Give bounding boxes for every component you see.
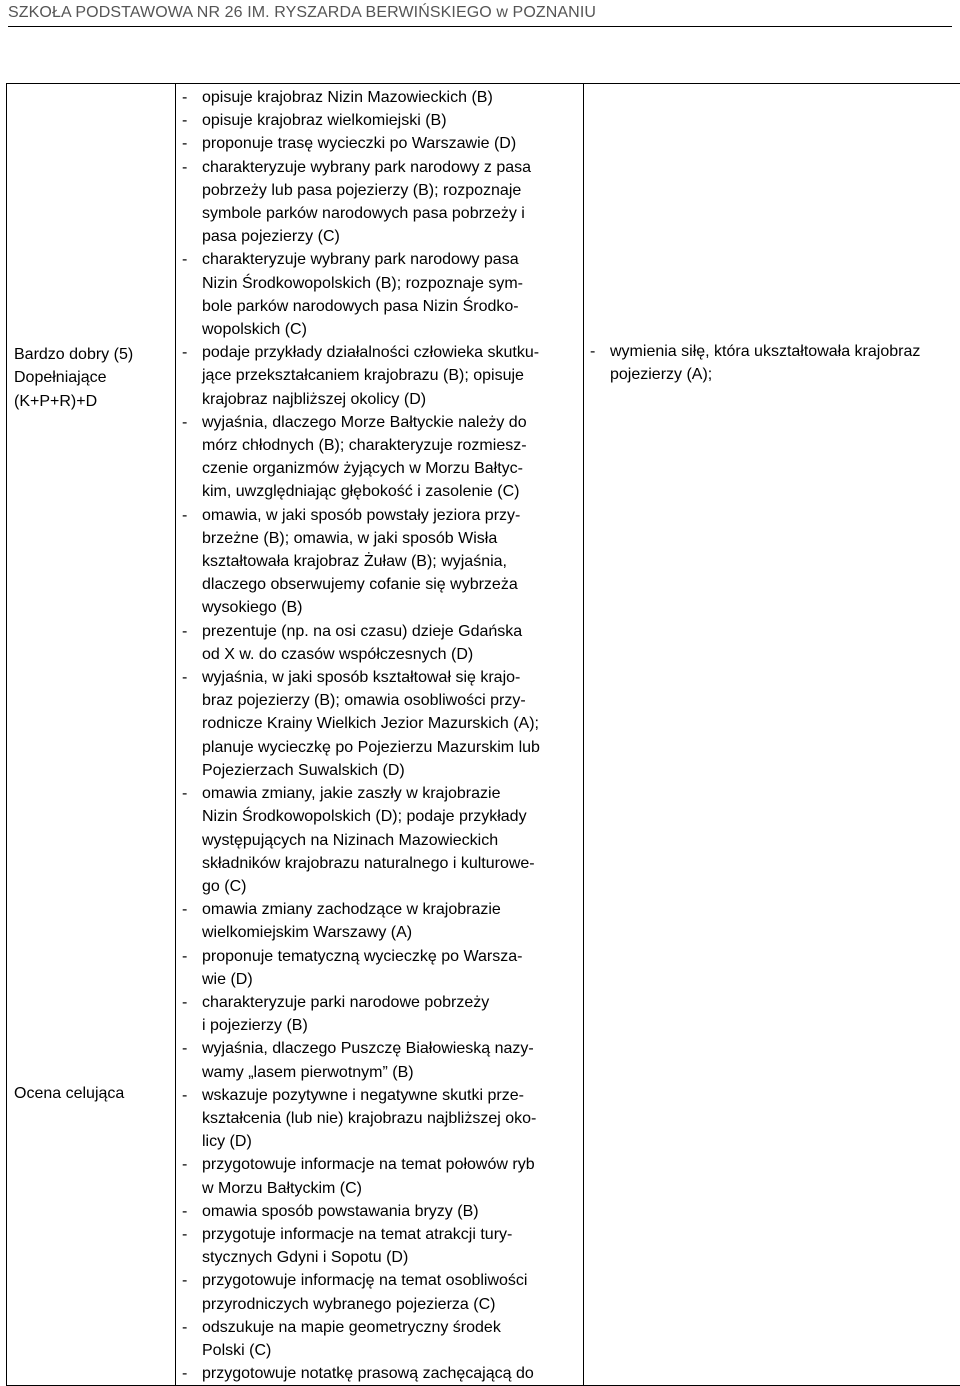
dash-bullet: - (182, 251, 188, 269)
table-row (7, 84, 960, 1386)
dash-bullet: - (182, 1318, 188, 1336)
dash-bullet: - (182, 1086, 188, 1104)
list-item-text: omawia zmiany zachodzące w krajobrazie (202, 901, 501, 919)
dash-bullet: - (182, 901, 188, 919)
list-item-text: charakteryzuje wybrany park narodowy pasa (202, 251, 519, 269)
dash-bullet: - (182, 669, 188, 687)
list-item (182, 666, 579, 782)
list-item-text: składników krajobrazu naturalnego i kulturowe- (202, 854, 535, 872)
list-item-text: w Morzu Bałtyckim (C) (202, 1179, 363, 1197)
list-item-text: krajobraz najbliższej okolicy (D) (202, 390, 427, 408)
list-item (182, 504, 579, 620)
dash-bullet: - (182, 785, 188, 803)
list-item (182, 782, 579, 898)
list-item-text: odszukuje na mapie geometryczny środek (202, 1318, 501, 1336)
dash-bullet: - (182, 89, 188, 106)
list-item (182, 1362, 579, 1385)
dash-bullet: - (182, 506, 188, 524)
list-item-text: pasa pojezierzy (C) (202, 228, 340, 246)
list-item-text: proponuje trasę wycieczki po Warszawie (D) (202, 135, 517, 153)
list-item-text: przygotuje informacje na temat atrakcji tury- (202, 1225, 513, 1243)
list-item-text: wyjaśnia, dlaczego Morze Bałtyckie należy do (202, 413, 527, 431)
requirements-column (176, 84, 584, 1386)
list-item-text: występujących na Nizinach Mazowieckich (202, 831, 499, 849)
list-item (182, 1153, 579, 1199)
dash-bullet: - (182, 1202, 188, 1220)
dash-bullet: - (182, 158, 188, 176)
list-item-text: charakteryzuje wybrany park narodowy z pasa (202, 158, 532, 176)
list-item-text: podaje przykłady działalności człowieka skutku- (202, 344, 540, 362)
list-item (182, 1037, 579, 1083)
list-item-text: opisuje krajobraz Nizin Mazowieckich (B) (202, 89, 493, 106)
dash-bullet: - (182, 1365, 188, 1383)
list-item-text: Polski (C) (202, 1341, 272, 1359)
list-item-text: charakteryzuje parki narodowe pobrzeży (202, 993, 490, 1011)
grade-excellent (14, 1082, 172, 1105)
list-item-text: bole parków narodowych pasa Nizin Środko- (202, 297, 519, 315)
list-item (182, 620, 579, 666)
list-item-text: stycznych Gdyni i Sopotu (D) (202, 1249, 409, 1267)
list-item-text: wamy „lasem pierwotnym” (B) (202, 1063, 414, 1081)
list-item-text: przyrodniczych wybranego pojezierza (C) (202, 1295, 496, 1313)
list-item-text: kształcenia (lub nie) krajobrazu najbliższej oko- (202, 1109, 537, 1127)
grade-very-good (14, 343, 172, 413)
grade-label: Bardzo dobry (5) (14, 346, 134, 363)
list-item-text: od X w. do czasów współczesnych (D) (202, 645, 474, 663)
list-item-text: wskazuje pozytywne i negatywne skutki prze- (202, 1086, 524, 1104)
dash-bullet: - (590, 343, 596, 360)
dash-bullet: - (182, 1156, 188, 1174)
dash-bullet: - (182, 344, 188, 362)
list-item-text: dlaczego obserwujemy cofanie się wybrzeża (202, 576, 518, 594)
list-item (182, 86, 579, 109)
list-item-text: przygotowuje informację na temat osobliwości (202, 1272, 528, 1290)
list-item-text: wyjaśnia, dlaczego Puszczę Białowieską nazy- (202, 1040, 534, 1058)
list-item-text: omawia zmiany, jakie zaszły w krajobrazie (202, 785, 501, 803)
grade-column (7, 84, 176, 1386)
list-item-text: pobrzeży lub pasa pojezierzy (B); rozpoznaje (202, 181, 522, 199)
list-item (182, 1316, 579, 1362)
list-item-text: przygotowuje informacje na temat połowów ryb (202, 1156, 535, 1174)
list-item-text: licy (D) (202, 1133, 252, 1151)
list-item-text: brzeżne (B); omawia, w jaki sposób Wisła (202, 529, 498, 547)
dash-bullet: - (182, 622, 188, 640)
list-item-text: kształtowała krajobraz Żuław (B); wyjaśnia, (202, 553, 507, 571)
list-item-text: prezentuje (np. na osi czasu) dzieje Gdańska (202, 622, 523, 640)
dash-bullet: - (182, 413, 188, 431)
list-item-text: Nizin Środkowopolskich (B); rozpoznaje sym- (202, 274, 523, 292)
list-item-text: pojezierzy (A); (610, 366, 713, 384)
list-item-text: Nizin Środkowopolskich (D); podaje przykłady (202, 808, 527, 826)
dash-bullet: - (182, 1040, 188, 1058)
list-item (182, 109, 579, 132)
extra-requirements-column (584, 84, 960, 1386)
list-item-text: wyjaśnia, w jaki sposób kształtował się krajo- (202, 669, 521, 687)
list-item (590, 340, 956, 386)
list-item (182, 945, 579, 991)
dash-bullet: - (182, 135, 188, 153)
list-item-text: braz pojezierzy (B); omawia osobliwości przy- (202, 692, 526, 710)
list-item (182, 1084, 579, 1154)
dash-bullet: - (182, 947, 188, 965)
list-item-text: go (C) (202, 877, 247, 895)
requirements-list (176, 84, 583, 1385)
list-item-text: omawia, w jaki sposób powstały jeziora przy- (202, 506, 521, 524)
list-item-text: wysokiego (B) (202, 599, 303, 617)
list-item-text: planuje wycieczkę po Pojezierzu Mazurskim lub (202, 738, 540, 756)
list-item-text: mórz chłodnych (B); charakteryzuje rozmiesz- (202, 437, 527, 455)
list-item (182, 991, 579, 1037)
dash-bullet: - (182, 1225, 188, 1243)
list-item (182, 341, 579, 411)
list-item (182, 1269, 579, 1315)
list-item-text: Pojezierzach Suwalskich (D) (202, 761, 405, 779)
list-item (182, 1200, 579, 1223)
list-item-text: kim, uwzględniając głębokość i zasolenie (C) (202, 483, 520, 501)
list-item-text: wie (D) (202, 970, 253, 988)
list-item-text: wielkomiejskim Warszawy (A) (202, 924, 413, 942)
school-name: SZKOŁA PODSTAWOWA NR 26 IM. RYSZARDA BERWIŃSKIEGO w POZNANIU (8, 4, 597, 21)
list-item-text: czenie organizmów żyjących w Morzu Bałtyc- (202, 460, 523, 478)
extra-requirements-list (590, 340, 956, 386)
list-item (182, 411, 579, 504)
grade-label: (K+P+R)+D (14, 392, 98, 410)
list-item (182, 156, 579, 249)
page-header (8, 2, 952, 27)
list-item (182, 132, 579, 155)
dash-bullet: - (182, 1272, 188, 1290)
list-item-text: wopolskich (C) (202, 321, 307, 339)
list-item-text: proponuje tematyczną wycieczkę po Warsza- (202, 947, 523, 965)
list-item (182, 898, 579, 944)
list-item (182, 1223, 579, 1269)
list-item-text: przygotowuje notatkę prasową zachęcającą do (202, 1365, 534, 1383)
list-item-text: i pojezierzy (B) (202, 1017, 308, 1035)
requirements-table (6, 83, 960, 1386)
list-item (182, 248, 579, 341)
dash-bullet: - (182, 112, 188, 130)
grade-label: Ocena celująca (14, 1085, 125, 1102)
list-item-text: omawia sposób powstawania bryzy (B) (202, 1202, 479, 1220)
list-item-text: opisuje krajobraz wielkomiejski (B) (202, 112, 447, 130)
dash-bullet: - (182, 993, 188, 1011)
list-item-text: wymienia siłę, która ukształtowała krajobraz (610, 343, 921, 360)
list-item-text: rodnicze Krainy Wielkich Jezior Mazurskich (A); (202, 715, 539, 733)
list-item-text: symbole parków narodowych pasa pobrzeży i (202, 205, 525, 223)
grade-label: Dopełniające (14, 369, 107, 387)
list-item-text: jące przekształcaniem krajobrazu (B); opisuje (202, 367, 524, 385)
